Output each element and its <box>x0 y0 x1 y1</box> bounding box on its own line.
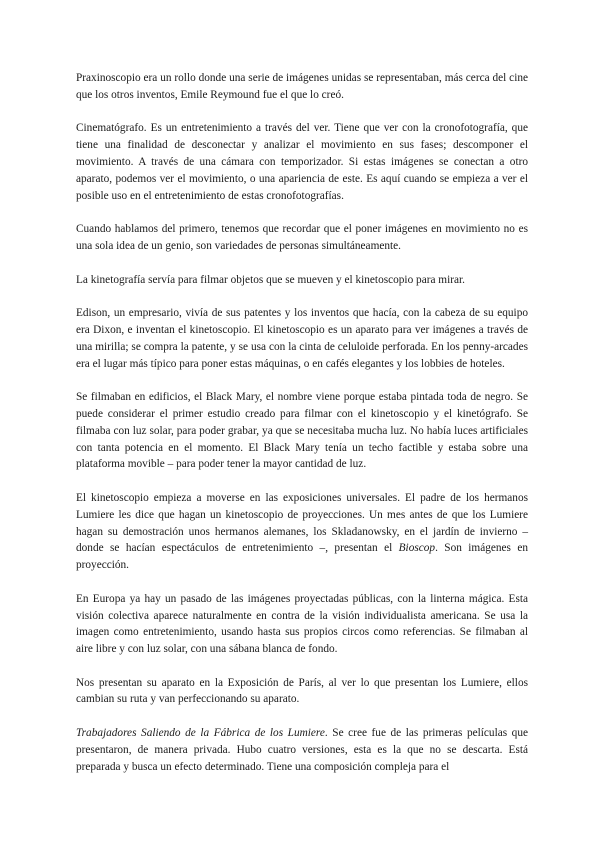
paragraph-kinetografia: La kinetografía servía para filmar objetos que se mueven y el kinetoscopio para mirar. <box>76 273 465 286</box>
paragraph-cinematografo: Cinematógrafo. Es un entretenimiento a través del ver. Tiene que ver con la cronofotografía, que tiene una finalidad de desconectar y analizar el movimiento en sus fases; descomponer el movimiento. A través de una cámara con temporizador. Si estas imágenes se conectan a otro aparato, podemos ver el movimiento, o una apariencia de este. Es aquí cuando se empieza a ver el posible uso en el entretenimiento de estas cronofotografías. <box>76 122 528 202</box>
paragraph-kinetoscopio-exposiciones <box>76 490 528 574</box>
paragraph-praxinoscopio: Praxinoscopio era un rollo donde una serie de imágenes unidas se representaban, más cerca del cine que los otros inventos, Emile Reymound fue el que lo creó. <box>76 72 528 101</box>
paragraph-cuando-hablamos: Cuando hablamos del primero, tenemos que recordar que el poner imágenes en movimiento no es una sola idea de un genio, son variedades de personas simultáneamente. <box>76 223 528 252</box>
film-title-italic: Trabajadores Saliendo de la Fábrica de los Lumiere <box>76 727 325 740</box>
paragraph-trabajadores <box>76 725 528 775</box>
paragraph-text-segment: . Son imágenes en proyección. <box>76 542 528 572</box>
bioscop-italic: Bioscop <box>398 542 436 555</box>
paragraph-europa: En Europa ya hay un pasado de las imágenes proyectadas públicas, con la linterna mágica. Esta visión colectiva aparece naturalmente en contra de la visión individualista americana. Se usa la imagen como entretenimiento, usando hasta sus propios circos como referencias. Se filmaban al aire libre y con luz solar, con una sábana blanca de fondo. <box>76 592 528 656</box>
paragraph-edison: Edison, un empresario, vivía de sus patentes y los inventos que hacía, con la cabeza de su equipo era Dixon, e inventan el kinetoscopio. El kinetoscopio es un aparato para ver imágenes a través de una mirilla; se compra la patente, y se usa con la cinta de celuloide perforada. En los penny-arcades era el lugar más típico para poner estas máquinas, o en cafés elegantes y los lobbies de hoteles. <box>76 307 528 370</box>
paragraph-text-segment: . Se cree fue de las primeras películas que presentaron, de manera privada. Hubo cuatro versiones, esta es la que no se descarta. Está preparada y busca un efecto determinado. Tiene una composición compleja para el <box>76 727 528 773</box>
document-body <box>76 70 528 792</box>
paragraph-text-segment: El kinetoscopio empieza a moverse en las exposiciones universales. El padre de los hermanos Lumiere les dice que hagan un kinetoscopio de proyecciones. Un mes antes de que los Lumiere hagan su demostración unos hermanos alemanes, los Skladanowsky, en el jardín de invierno – donde se hacían espectáculos de entretenimiento –, presentan el <box>76 491 528 555</box>
paragraph-black-mary: Se filmaban en edificios, el Black Mary, el nombre viene porque estaba pintada toda de negro. Se puede considerar el primer estudio creado para filmar con el kinetoscopio y el kinetógrafo. Se filmaba con luz solar, para poder grabar, ya que se necesitaba mucha luz. No había luces artificiales con tanta potencia en el momento. El Black Mary tenía un techo factible y estaba sobre una plataforma movible – para poder tener la mayor cantidad de luz. <box>76 391 528 471</box>
paragraph-exposicion-paris: Nos presentan su aparato en la Exposición de París, al ver lo que presentan los Lumiere, ellos cambian su ruta y van perfeccionando su aparato. <box>76 676 528 706</box>
